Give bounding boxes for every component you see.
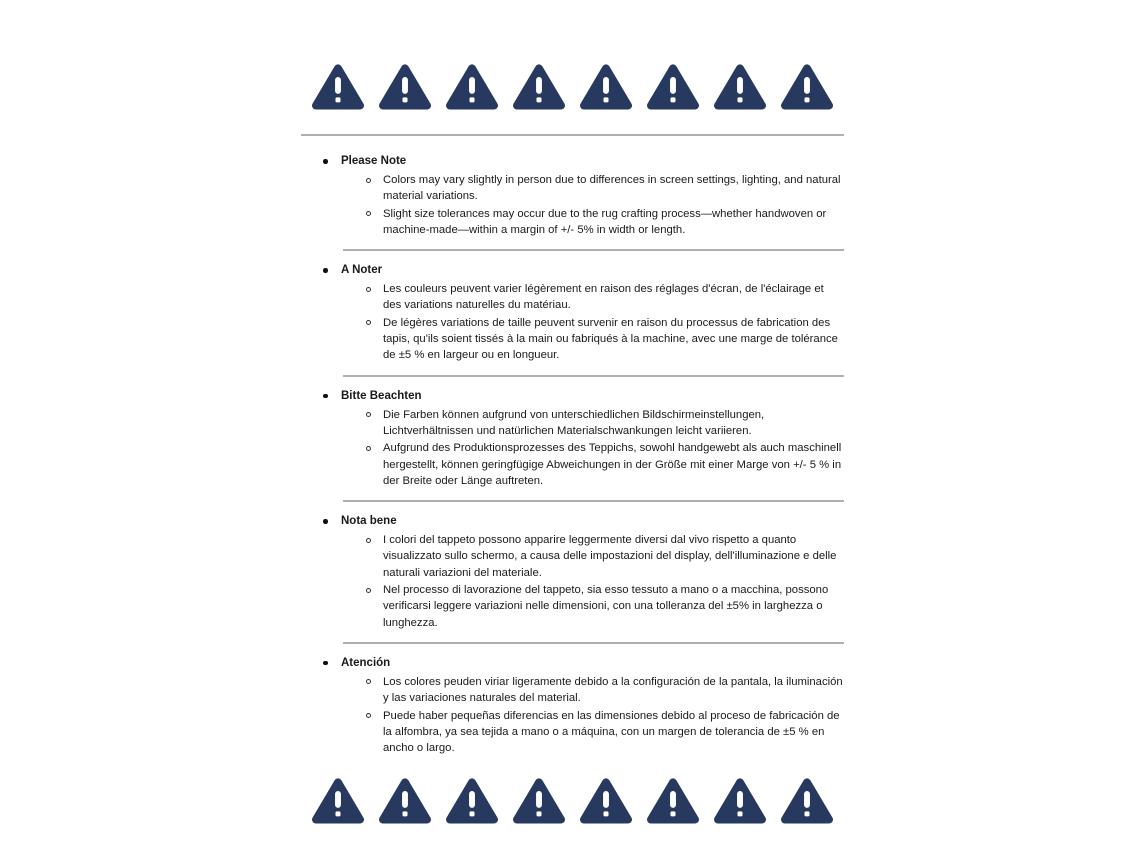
section-heading: Please Note [341, 155, 407, 167]
section-divider [343, 375, 844, 377]
warning-triangle-icon [647, 777, 699, 825]
section-divider [343, 642, 844, 644]
bullet-circle-icon [366, 446, 371, 451]
section-heading-row [301, 154, 844, 168]
section-heading-row [301, 263, 844, 277]
note-text: Slight size tolerances may occur due to the rug crafting process—whether handwoven or machine-made—within a margin of +/- 5% in width or length. [383, 207, 827, 236]
note-item [301, 315, 844, 364]
note-item [301, 708, 844, 757]
warning-triangle-icon [513, 777, 565, 825]
warning-triangle-icon [781, 777, 833, 825]
section-atencion [301, 656, 844, 756]
section-heading-row [301, 656, 844, 670]
bullet-circle-icon [366, 588, 371, 593]
note-item [301, 440, 844, 489]
warning-triangle-icon [781, 63, 833, 111]
note-text: Puede haber pequeñas diferencias en las dimensiones debido al proceso de fabricación de la alfombra, ya sea tejida a mano o a máquina, con un margen de tolerancia de ±5 % en ancho o largo. [383, 709, 840, 755]
product-notes-page [301, 0, 844, 825]
bullet-disc-icon [323, 661, 328, 666]
bullet-disc-icon [323, 159, 328, 164]
warning-triangle-icon [312, 63, 364, 111]
section-please-note [301, 154, 844, 251]
warning-triangle-icon [513, 63, 565, 111]
warning-triangle-icon [446, 63, 498, 111]
warning-triangle-icon [580, 63, 632, 111]
note-text: Colors may vary slightly in person due to differences in screen settings, lighting, and natural material variations. [383, 174, 841, 203]
bullet-circle-icon [366, 287, 371, 292]
note-text: Les couleurs peuvent varier légèrement en raison des réglages d'écran, de l'éclairage et des variations naturelles du matériau. [383, 283, 824, 312]
warning-triangle-row-bottom [301, 777, 844, 825]
bullet-circle-icon [366, 679, 371, 684]
note-item [301, 206, 844, 239]
section-heading: Nota bene [341, 515, 397, 528]
warning-triangle-icon [379, 63, 431, 111]
warning-triangle-row-top [301, 63, 844, 111]
section-heading: Atención [341, 656, 391, 669]
top-divider [301, 134, 844, 136]
note-text: Die Farben können aufgrund von unterschiedlichen Bildschirmeinstellungen, Lichtverhältnissen und natürlichen Materialschwankungen leicht variieren. [383, 408, 765, 437]
section-bitte-beachten [301, 389, 844, 502]
note-text: De légères variations de taille peuvent survenir en raison du processus de fabrication des tapis, qu'ils soient tissés à la main ou fabriqués à la machine, avec une marge de tolérance de ±5 % en largeur ou en longueur. [383, 316, 838, 362]
note-text: Aufgrund des Produktionsprozesses des Teppichs, sowohl handgewebt als auch maschinell hergestellt, können geringfügige Abweichungen in der Größe mit einer Marge von +/- 5 % in der Breite oder Länge auftreten. [383, 442, 842, 487]
section-divider [343, 249, 844, 251]
section-heading-row [301, 389, 844, 403]
warning-triangle-icon [714, 63, 766, 111]
section-nota-bene [301, 514, 844, 644]
bullet-circle-icon [366, 178, 371, 183]
note-text: Nel processo di lavorazione del tappeto, sia esso tessuto a mano o a macchina, possono verificarsi leggere variazioni nelle dimensioni, con una tolleranza del ±5% in larghezza o lunghezza. [383, 584, 829, 629]
bullet-disc-icon [323, 268, 328, 273]
bullet-disc-icon [323, 394, 328, 399]
warning-triangle-icon [714, 777, 766, 825]
note-item [301, 532, 844, 581]
note-item [301, 674, 844, 707]
bullet-circle-icon [366, 538, 371, 543]
warning-triangle-icon [446, 777, 498, 825]
bullet-circle-icon [366, 320, 371, 325]
bullet-circle-icon [366, 713, 371, 718]
section-divider [343, 500, 844, 502]
bullet-circle-icon [366, 211, 371, 216]
note-item [301, 281, 844, 314]
section-heading: A Noter [341, 264, 383, 277]
section-a-noter [301, 263, 844, 376]
note-item [301, 582, 844, 631]
warning-triangle-icon [647, 63, 699, 111]
bullet-circle-icon [366, 412, 371, 417]
bullet-disc-icon [323, 519, 328, 524]
section-heading: Bitte Beachten [341, 389, 422, 402]
note-item [301, 172, 844, 205]
warning-triangle-icon [379, 777, 431, 825]
warning-triangle-icon [312, 777, 364, 825]
note-item [301, 407, 844, 440]
note-text: I colori del tappeto possono apparire leggermente diversi dal vivo rispetto a quanto visualizzato sullo schermo, a causa delle impostazioni del display, dell'illuminazione e delle naturali variazioni del materiale. [383, 534, 837, 579]
warning-triangle-icon [580, 777, 632, 825]
note-text: Los colores peuden viriar ligeramente debido a la configuración de la pantala, la iluminación y las variaciones naturales del material. [383, 675, 843, 705]
section-heading-row [301, 514, 844, 528]
